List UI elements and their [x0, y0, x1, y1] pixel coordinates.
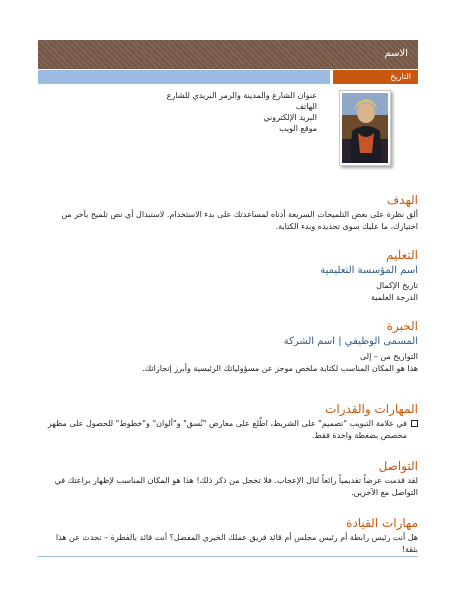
resume-name[interactable]: الاسم — [384, 48, 408, 59]
education-heading[interactable]: التعليم — [386, 248, 418, 262]
communication-heading[interactable]: التواصل — [378, 459, 418, 473]
profile-photo[interactable] — [339, 90, 391, 166]
contact-phone[interactable]: الهاتف — [295, 102, 317, 111]
objective-heading[interactable]: الهدف — [386, 193, 418, 207]
skills-text[interactable]: في علامة التبويب "تصميم" على الشريط، اطّلع على معارض "نُسق" و"ألوان" و"خطوط" للحصول على مظهر مخصص بضغطة واحدة فقط. — [47, 419, 407, 440]
name-banner — [38, 40, 418, 69]
education-degree[interactable]: الدرجة العلمية — [371, 293, 418, 302]
experience-heading[interactable]: الخبرة — [386, 319, 418, 333]
education-institution[interactable]: اسم المؤسسة التعليمية — [320, 265, 418, 276]
experience-text[interactable]: هذا هو المكان المناسب لكتابة ملخص موجز عن مسؤولياتك الرئيسية وأبرز إنجازاتك. — [142, 364, 418, 373]
leadership-text[interactable]: هل أنت رئيس رابطة أم رئيس مجلس أم قائد فريق عملك الخيري المفضل؟ أنت قائد بالفطرة – تحدث عن هذا بثقة! — [55, 533, 418, 554]
contact-address[interactable]: عنوان الشارع والمدينة والرمز البريدي للشارع — [166, 91, 317, 100]
experience-dates[interactable]: التواريخ من – إلى — [359, 352, 418, 361]
date-banner — [333, 70, 418, 84]
skills-heading[interactable]: المهارات والقدرات — [325, 402, 418, 416]
communication-section — [38, 458, 418, 499]
communication-text[interactable]: لقد قدمت عرضاً تقديمياً رائعاً لنال الإعجاب. فلا تخجل من ذكر ذلك! هذا هو المكان المناسب لإظهار براعتك في التواصل مع الآخرين. — [54, 476, 418, 497]
education-completion-date[interactable]: تاريخ الإكمال — [376, 281, 418, 290]
skills-bullet — [38, 418, 418, 442]
accent-bar — [38, 70, 330, 84]
objective-text[interactable]: ألق نظرة على بعض التلميحات السريعة أدناه لمساعدتك على بدء الاستخدام. لاستبدال أي نص تلميح بآخر من اختيارك، ما عليك سوى تحديده وبدء الكتابة. — [61, 210, 418, 231]
leadership-section — [38, 515, 418, 556]
experience-section — [38, 318, 418, 375]
resume-date[interactable]: التاريخ — [390, 72, 411, 81]
education-section — [38, 247, 418, 304]
contact-info — [77, 90, 317, 134]
experience-title[interactable]: المسمى الوظيفي | اسم الشركة — [283, 336, 418, 347]
profile-photo-image — [342, 93, 388, 163]
contact-email[interactable]: البريد الإلكتروني — [263, 113, 317, 122]
bottom-divider — [38, 556, 418, 557]
objective-section — [38, 192, 418, 233]
skills-section — [38, 401, 418, 442]
leadership-heading[interactable]: مهارات القيادة — [346, 516, 418, 530]
contact-website[interactable]: موقع الويب — [279, 124, 317, 133]
checkbox-bullet-icon — [411, 420, 418, 427]
